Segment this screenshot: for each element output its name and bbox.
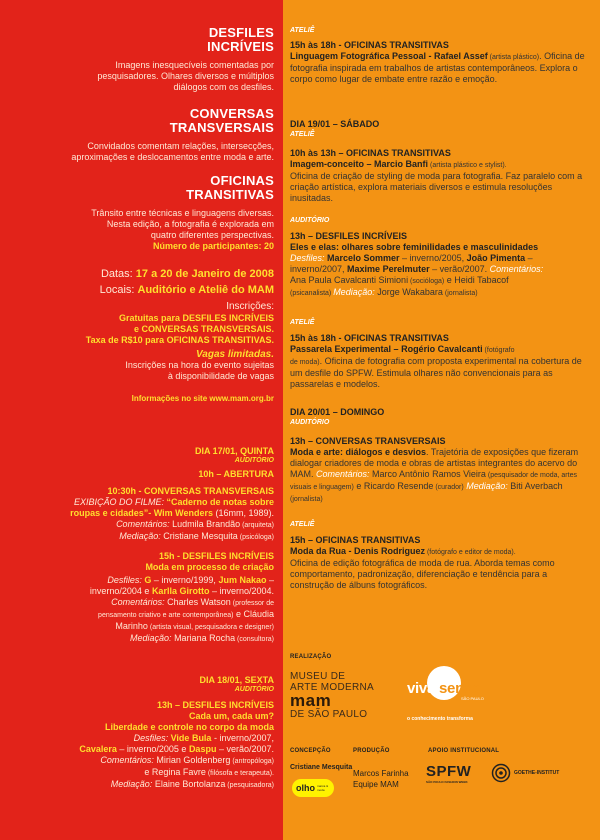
d18-m-name: Elaine Bortolanza — [154, 779, 226, 789]
oficina-1 — [290, 26, 588, 85]
desfiles-section — [10, 26, 274, 93]
oficina-4-role: (fotógrafo e editor de moda). — [425, 549, 516, 556]
oficinas-title-1: OFICINAS — [210, 173, 274, 188]
goethe-icon — [491, 763, 511, 783]
day-17-abertura: 10h – ABERTURA — [198, 469, 274, 479]
c3-e: e — [353, 481, 364, 491]
oficina-3-text: . Oficina de fotografia com proposta experimental na cobertura de um desfile do SPFW. Estimula olhares não convencionais para as passarelas e modelos. — [290, 356, 582, 389]
producao-label: PRODUÇÃO — [353, 748, 390, 754]
c3-mr: (jornalista) — [290, 496, 323, 503]
desfiles-title-1: DESFILES — [208, 25, 274, 40]
vivasenac-tagline: o conhecimento transforma — [407, 716, 473, 722]
d18-vide-bula: Vide Bula — [170, 733, 212, 743]
day-18-sub-1: Cada um, cada um? — [188, 711, 274, 721]
d18-c-role-2: (filósofa e terapeuta). — [205, 770, 274, 777]
day-17-desfiles-sub: Moda em processo de criação — [145, 562, 274, 572]
desfiles-label: Desfiles: — [107, 575, 145, 585]
desfiles-body-2: pesquisadores. Olhares diversos e múltiplos — [97, 71, 274, 81]
insc-hora-2: à disponibilidade de vagas — [167, 371, 274, 381]
inscricoes-label: Inscrições: — [226, 301, 274, 312]
d18-c-e: e — [144, 767, 152, 777]
day-19-title: DIA 19/01 – SÁBADO — [290, 119, 380, 129]
oficina-3-role: (fotógrafo — [482, 347, 515, 354]
apoio-label: APOIO INSTITUCIONAL — [428, 748, 500, 754]
day-18-place: AUDITÓRIO — [234, 686, 274, 693]
oficina-3 — [290, 318, 588, 390]
filme-title-2: roupas e cidades”- Wim Wenders — [70, 508, 213, 518]
oficina-4-sub: Moda da Rua - Denis Rodriguez — [290, 546, 426, 556]
m2-name: Mariana Rocha — [174, 633, 236, 643]
oficina-2 — [290, 148, 588, 204]
producao-names — [353, 768, 409, 790]
oficina-2-sub: Imagem-conceito – Marcio Banfi — [290, 159, 429, 169]
spfw-logo — [426, 764, 471, 784]
desfile-jum-year: inverno/2004 e — [89, 586, 152, 596]
oficinas-participants: Número de participantes: 20 — [152, 241, 274, 251]
day-20-title: DIA 20/01 – DOMINGO — [290, 407, 385, 417]
vivasenac-small: SÃO PAULO — [461, 696, 484, 701]
oficina-4-text: Oficina de edição fotográfica de moda de rua. Aborda temas como comportamento, padronização, diferenciação e tendência para a construção de álbuns fotográficos. — [290, 558, 555, 590]
day-17-place: AUDITÓRIO — [234, 457, 274, 464]
day-18-sub-2: Liberdade e controle no corpo da moda — [104, 722, 274, 732]
d2-joao-year: inverno/2007, — [290, 264, 348, 274]
vivasenac-word-1: viva — [407, 680, 435, 697]
olho-logo-text: olho — [296, 783, 315, 793]
filme-meta: (16mm, 1989). — [212, 508, 274, 518]
d2-e: e — [444, 275, 455, 285]
d2-med-label: Mediação: — [333, 287, 378, 297]
c2-name: Charles Watson — [167, 597, 231, 607]
olho-logo — [292, 779, 334, 797]
desfile-g-year: – inverno/1999, — [151, 575, 219, 585]
desfile-g: G — [144, 575, 152, 585]
c2-e: e Cláudia — [233, 609, 274, 619]
oficina-3-role-2: de moda) — [290, 359, 320, 366]
med-role: (psicóloga) — [237, 534, 274, 541]
producao-name-1: Marcos Farinha — [353, 769, 409, 778]
coment-label: Comentários: — [116, 519, 173, 529]
desfiles-title-2: INCRÍVEIS — [207, 39, 274, 54]
desfiles-19-title: 13h – DESFILES INCRÍVEIS — [290, 231, 408, 241]
day-20-header — [290, 407, 588, 427]
conversas-title-1: CONVERSAS — [189, 106, 274, 121]
oficina-2-text: Oficina de criação de styling de moda para fotografia. Faz paralelo com a criação artística, explora materiais diversos e estimula resoluções inusitadas. — [290, 171, 583, 203]
m2-role: (consultora) — [235, 636, 274, 643]
mam-line-1: MUSEU DE — [290, 671, 346, 682]
oficinas-title-2: TRANSITIVAS — [186, 187, 274, 202]
day-18-desfiles: 13h – DESFILES INCRÍVEIS — [156, 700, 274, 710]
desfiles-body-1: Imagens inesquecíveis comentadas por — [115, 60, 274, 70]
right-column — [283, 0, 600, 840]
d18-cavalera-year: – inverno/2005 e — [116, 744, 189, 754]
d2-marcelo: Marcelo Sommer — [327, 253, 400, 263]
day-19-header — [290, 119, 588, 139]
oficina-1-text: . Oficina de fotografia inspirada em trabalhos de artistas contemporâneos. Explora o corpo como lugar de embate entre razão e emoção. — [290, 51, 585, 84]
d2-joao-dash: – — [525, 253, 533, 263]
oficinas-body-3: quatro diferentes perspectivas. — [150, 230, 274, 240]
c3-r2: (curador) — [433, 484, 464, 491]
spfw-text: SPFW — [426, 763, 472, 780]
m2-label: Mediação: — [130, 633, 175, 643]
conversas-20-sub: Moda e arte: diálogos e desvios — [290, 447, 427, 457]
c2-role-2: pensamento criativo e arte contemporânea) — [98, 612, 234, 619]
d2-cr: (socióloga) — [408, 278, 445, 285]
d2-mn: Jorge Wakabara — [377, 287, 443, 297]
c3-com-label: Comentários: — [316, 469, 370, 479]
day-17-conversas: 10:30h - CONVERSAS TRANSVERSAIS — [107, 486, 274, 496]
c2-role-3: (artista visual, pesquisadora e designer) — [147, 624, 274, 631]
insc-hora-1: Inscrições na hora do evento sujeitas — [125, 360, 274, 370]
d18-vide-bula-year: - inverno/2007, — [211, 733, 274, 743]
c3-n1: Marco Antônio Ramos Vieira — [369, 469, 486, 479]
conversas-20-text: . Trajetória de exposições que fizeram dialogar criadores de moda e obras de artistas integrantes do acervo do MAM. — [290, 447, 579, 479]
desfile-jum: Jum Nakao — [218, 575, 267, 585]
desfiles-19-sub: Eles e elas: olhares sobre feminilidades e masculinidades — [290, 242, 539, 252]
concepcao-name: Cristiane Mesquita — [290, 764, 353, 771]
conversas-20 — [290, 436, 588, 505]
desfile-karlla: Karlla Girotto — [151, 586, 210, 596]
conversas-20-title: 13h – CONVERSAS TRANSVERSAIS — [290, 436, 446, 446]
d18-desfiles-label: Desfiles: — [133, 733, 171, 743]
oficina-1-role: (artista plástico) — [487, 54, 540, 61]
desfiles-body-3: diálogos com os desfiles. — [173, 82, 274, 92]
datas-value: 17 a 20 de Janeiro de 2008 — [135, 268, 274, 280]
oficinas-section — [10, 174, 274, 252]
goethe-logo — [491, 763, 559, 783]
conversas-body-1: Convidados comentam relações, intersecções, — [87, 141, 274, 151]
producao-name-2: Equipe MAM — [353, 780, 399, 789]
desfile-jum-dash: – — [266, 575, 274, 585]
c3-mn: Biti Averbach — [507, 481, 563, 491]
olho-logo-small: marca & moda — [317, 784, 329, 792]
coment-role: (arquiteta) — [240, 522, 274, 529]
info-site: Informações no site www.mam.org.br — [131, 394, 274, 403]
desfiles-19 — [290, 216, 588, 299]
auditorio-tag-2: AUDITÓRIO — [290, 419, 330, 426]
d18-daspu: Daspu — [188, 744, 217, 754]
concepcao-label: CONCEPÇÃO — [290, 748, 331, 754]
filme-label: EXIBIÇÃO DO FILME: — [73, 497, 167, 507]
oficinas-body-1: Trânsito entre técnicas e linguagens diversas. — [91, 208, 274, 218]
d18-cavalera: Cavalera — [79, 744, 117, 754]
atelie-tag-3: ATELIÊ — [290, 319, 315, 326]
goethe-text: GOETHE-INSTITUT — [514, 770, 560, 776]
d2-joao: João Pimenta — [466, 253, 526, 263]
c3-n2: Ricardo Resende — [363, 481, 434, 491]
oficina-1-sub: Linguagem Fotográfica Pessoal - Rafael Assef — [290, 51, 488, 61]
gratuitas-1: Gratuitas para DESFILES INCRÍVEIS — [118, 313, 274, 323]
auditorio-tag-1: AUDITÓRIO — [290, 217, 330, 224]
left-column — [0, 0, 283, 840]
event-info — [10, 266, 274, 404]
oficina-3-sub: Passarela Experimental – Rogério Cavalcanti — [290, 344, 483, 354]
conversas-body-2: aproximações e deslocamentos entre moda e arte. — [71, 152, 274, 162]
mam-line-2: ARTE MODERNA — [290, 682, 374, 693]
desfile-karlla-year: – inverno/2004. — [209, 586, 274, 596]
oficina-2-role: (artista plástico e stylist). — [428, 162, 507, 169]
mam-line-3: DE SÃO PAULO — [290, 709, 368, 720]
locais-value: Auditório e Ateliê do MAM — [137, 284, 274, 296]
filme-title: “Caderno de notas sobre — [166, 497, 274, 507]
day-17-section — [10, 446, 274, 645]
oficinas-body-2: Nesta edição, a fotografia é explorada em — [106, 219, 274, 229]
c2-name-2: Marinho — [115, 621, 148, 631]
mam-logo-text: mam — [290, 691, 332, 710]
d18-c-role: (antropóloga) — [230, 758, 274, 765]
med-name: Cristiane Mesquita — [163, 531, 238, 541]
d2-mr: (jornalista) — [442, 290, 478, 297]
d18-m-label: Mediação: — [110, 779, 155, 789]
spfw-small: SÃO PAULO FASHION WEEK — [426, 780, 468, 784]
d18-m-role: (pesquisadora) — [225, 782, 274, 789]
c3-r1: (pesquisador de moda, artes visuais e linguagem) — [290, 472, 577, 491]
oficina-4-title: 15h – OFICINAS TRANSITIVAS — [290, 535, 421, 545]
day-18-section — [10, 675, 274, 791]
gratuitas-2: e CONVERSAS TRANSVERSAIS. — [133, 324, 274, 334]
d2-maxime: Maxime Perelmuter — [347, 264, 430, 274]
c2-label: Comentários: — [111, 597, 168, 607]
taxa: Taxa de R$10 para OFICINAS TRANSITIVAS. — [85, 335, 274, 345]
d2-cn: Ana Paula Cavalcanti Simioni — [290, 275, 409, 285]
locais-label: Locais: — [99, 284, 138, 296]
c3-med-label: Mediação: — [463, 481, 508, 491]
oficina-3-title: 15h às 18h - OFICINAS TRANSITIVAS — [290, 333, 449, 343]
d18-c-label: Comentários: — [100, 755, 157, 765]
realizacao-label: REALIZAÇÃO — [290, 654, 332, 660]
datas-label: Datas: — [100, 268, 136, 280]
d2-maxime-year: – verão/2007. — [429, 264, 490, 274]
d2-cr-2: (psicanalista) — [290, 290, 334, 297]
atelie-tag-1: ATELIÊ — [290, 27, 315, 34]
c2-role: (professor de — [230, 600, 274, 607]
oficina-1-title: 15h às 18h - OFICINAS TRANSITIVAS — [290, 40, 449, 50]
med-label: Mediação: — [119, 531, 164, 541]
d2-marcelo-year: – inverno/2005, — [399, 253, 467, 263]
conversas-title-2: TRANSVERSAIS — [169, 120, 274, 135]
oficina-4 — [290, 520, 588, 591]
d18-c-name: Mirian Goldenberg — [156, 755, 231, 765]
vagas: Vagas limitadas. — [196, 349, 274, 360]
conversas-section — [10, 107, 274, 163]
mam-logo — [290, 671, 400, 721]
d2-des-label: Desfiles: — [290, 253, 328, 263]
vivasenac-word-2: senac — [439, 680, 481, 697]
vivasenac-logo — [401, 660, 521, 730]
atelie-tag-2: ATELIÊ — [290, 131, 315, 138]
atelie-tag-4: ATELIÊ — [290, 521, 315, 528]
d2-cn-2: Heidi Tabacof — [454, 275, 509, 285]
coment-name: Ludmila Brandão — [172, 519, 241, 529]
oficina-2-title: 10h às 13h – OFICINAS TRANSITIVAS — [290, 148, 451, 158]
day-18-title: DIA 18/01, SEXTA — [199, 675, 274, 685]
day-17-desfiles: 15h - DESFILES INCRÍVEIS — [158, 551, 274, 561]
d18-daspu-year: – verão/2007. — [216, 744, 274, 754]
day-17-title: DIA 17/01, QUINTA — [194, 446, 274, 456]
d18-c-name-2: Regina Favre — [151, 767, 206, 777]
d2-com-label: Comentários: — [489, 264, 544, 274]
